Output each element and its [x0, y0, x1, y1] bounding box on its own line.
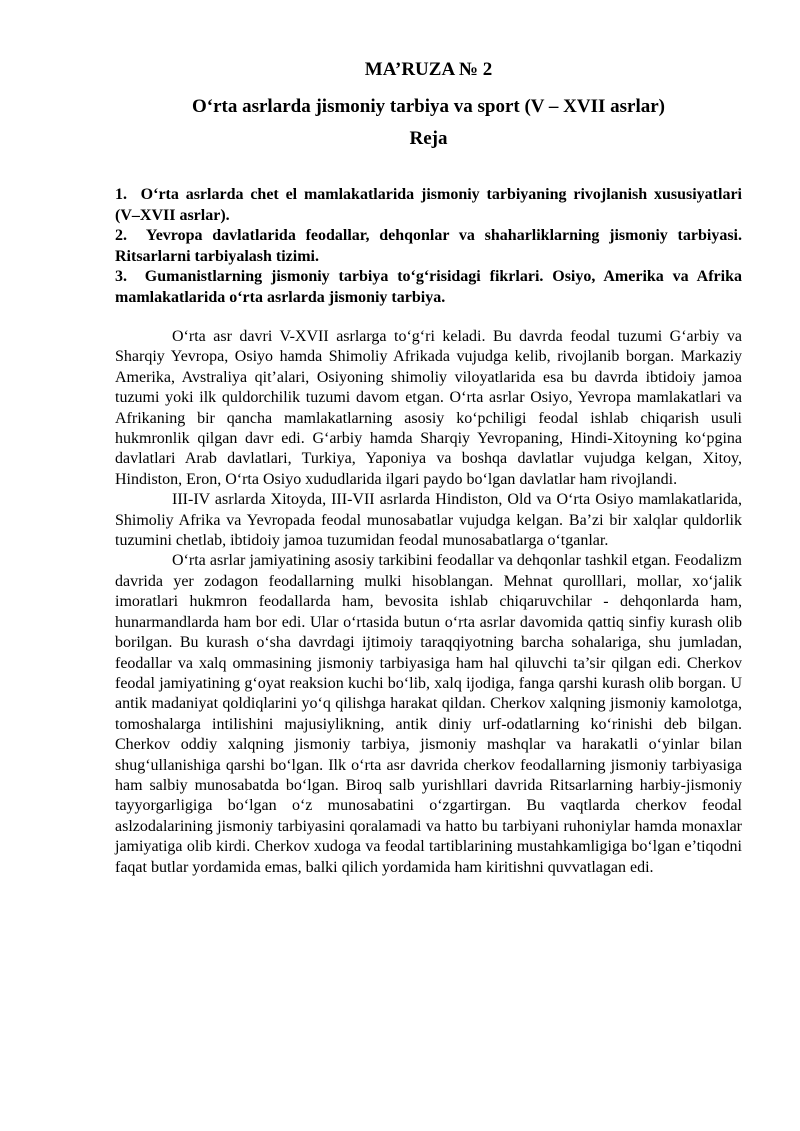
lecture-title: MA’RUZA № 2	[364, 59, 493, 80]
body-paragraph: O‘rta asr davri V-XVII asrlarga to‘g‘ri keladi. Bu davrda feodal tuzumi G‘arbiy va Sharqiy Yevropa, Osiyo hamda Shimoliy Afrikada vujudga kelib, rivojlanib borgan. Markaziy Amerika, Avstraliya qit’alari, Osiyoning shimoliy viloyatlarida esa bu davrda ibtidoiy jamoa tuzumi yoki ilk quldorchilik tuzumi davom etgan. O‘rta asrlar Osiyo, Yevropa mamlakatlari va Afrikaning bir qancha mamlakatlarning asosiy ko‘pchiligi feodal ishlab chiqarish usuli hukmronlik qilgan davr edi. G‘arbiy hamda Sharqiy Yevropaning, Hindi-Xitoyning ko‘pgina davlatlari Arab davlatlari, Turkiya, Yaponiya va boshqa davlatlar vujudga kelgan, Xitoy, Hindiston, Eron, O‘rta Osiyo xududlarida ilgari paydo bo‘lgan davlatlar ham rivojlandi.	[115, 328, 742, 488]
plan-item	[115, 185, 742, 226]
plan-item	[115, 267, 742, 308]
plan-item-number: 1.	[115, 186, 127, 203]
topic-title: O‘rta asrlarda jismoniy tarbiya va sport (V – XVII asrlar)	[191, 96, 666, 117]
plan-item-number: 3.	[115, 268, 127, 285]
plan-item-number: 2.	[115, 227, 127, 244]
document-page	[115, 58, 742, 878]
plan-item-text: Yevropa davlatlarida feodallar, dehqonlar va shaharliklarning jismoniy tarbiyasi. Ritsarlarni tarbiyalash tizimi.	[115, 227, 743, 265]
body-paragraph: III-IV asrlarda Xitoyda, III-VII asrlarda Hindiston, Old va O‘rta Osiyo mamlakatlarida, Shimoliy Afrika va Yevropada feodal munosabatlar vujudga kelgan. Ba’zi bir xalqlar quldorlik tuzumini chetlab, ibtidoiy jamoa tuzumidan feodal munosabatlarga o‘tganlar.	[115, 491, 742, 550]
plan-item-text: Gumanistlarning jismoniy tarbiya to‘g‘risidagi fikrlari. Osiyo, Amerika va Afrika mamlakatlarida o‘rta asrlarda jismoniy tarbiya.	[115, 268, 743, 306]
body-paragraph: O‘rta asrlar jamiyatining asosiy tarkibini feodallar va dehqonlar tashkil etgan. Feodalizm davrida yer zodagon feodallarning mulki hisoblangan. Mehnat qurolllari, mollar, xo‘jalik imoratlari hukmron feodallarda ham, bevosita ishlab chiqaruvchilar - dehqonlarda ham, hunarmandlarda ham bor edi. Ular o‘rtasida butun o‘rta asrlar davomida qattiq sinfiy kurash olib borilgan. Bu kurash o‘sha davrdagi ijtimoiy taraqqiyotning barcha sohalariga, shu jumladan, feodallar va xalq ommasining jismoniy tarbiyasiga ham hal qiluvchi ta’sir qilgan edi. Cherkov feodal jamiyatining g‘oyat reaksion kuchi bo‘lib, xalq ijodiga, fanga qarshi kurash olib borgan. U antik madaniyat qoldiqlarini yo‘q qilishga harakat qildan. Cherkov xalqning jismoniy kamolotga, tomoshalarga intilishini majusiylikning, antik diniy urf-odatlarning ko‘rinishi deb bilgan. Cherkov oddiy xalqning jismoniy tarbiya, jismoniy mashqlar va harakatli o‘yinlar bilan shug‘ullanishiga qarshi bo‘lgan. Ilk o‘rta asr davrida cherkov feodallarning jismoniy tarbiyasiga ham salbiy munosabatda bo‘lgan. Biroq salb yurishllari davrida Ritsarlarning harbiy-jismoniy tayyorgarligiga bo‘lgan o‘z munosabatini o‘zgartirgan. Bu vaqtlarda cherkov feodal aslzodalarining jismoniy tarbiyasini qoralamadi va hatto bu tarbiyani ruhoniylar hamda monaxlar jamiyatiga olib kirdi. Cherkov xudoga va feodal tartiblarining mustahkamligiga bo‘lgan e’tiqodni faqat butlar yordamida emas, balki qilich yordamida ham kiritishni quvvatlagan edi.	[115, 552, 742, 876]
plan-item-text: O‘rta asrlarda chet el mamlakatlarida jismoniy tarbiyaning rivojlanish xususiyatlari (V–XVII asrlar).	[115, 186, 742, 224]
plan-item	[115, 226, 742, 267]
plan-list	[115, 185, 742, 308]
body-text	[115, 327, 742, 878]
plan-heading: Reja	[409, 128, 448, 149]
